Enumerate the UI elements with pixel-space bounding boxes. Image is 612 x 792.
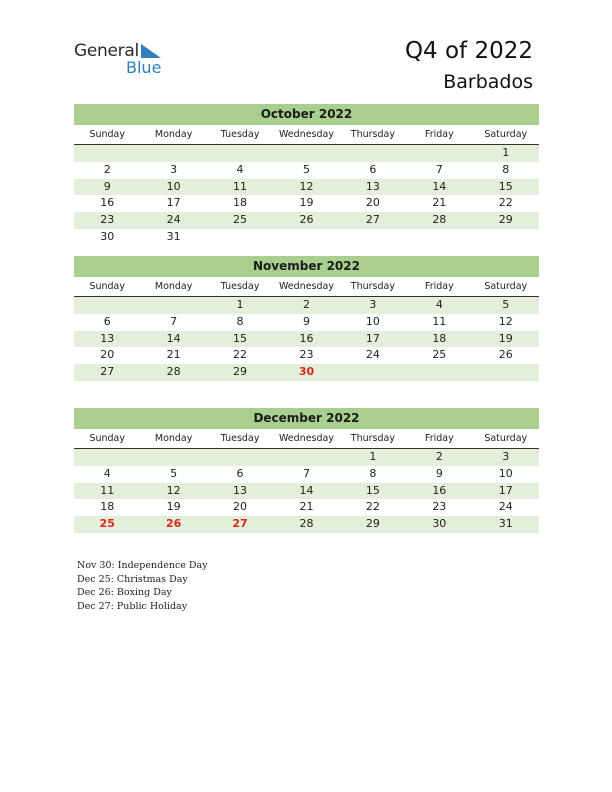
month-calendar — [74, 104, 539, 246]
day-cell: 18 — [432, 331, 447, 345]
week-row — [74, 499, 539, 516]
week-row — [74, 364, 539, 381]
weekday-label: Saturday — [484, 433, 528, 444]
week-row — [74, 483, 539, 500]
day-cell: 21 — [299, 500, 314, 514]
day-cell: 2 — [103, 162, 111, 176]
day-cell: 7 — [302, 466, 310, 480]
week-row — [74, 179, 539, 196]
weekday-label: Wednesday — [278, 129, 334, 140]
day-cell — [207, 229, 273, 246]
weekday-label: Monday — [154, 129, 193, 140]
day-cell — [140, 449, 206, 466]
week-row — [74, 331, 539, 348]
week-row — [74, 297, 539, 314]
month-calendar — [74, 408, 539, 533]
day-cell: 24 — [166, 213, 181, 227]
day-cell — [74, 449, 140, 466]
day-cell — [406, 145, 472, 162]
logo-text-general: General — [74, 41, 139, 61]
day-cell: 29 — [365, 517, 380, 531]
day-cell: 4 — [103, 466, 111, 480]
day-cell: 5 — [170, 466, 178, 480]
week-row — [74, 162, 539, 179]
day-cell — [140, 145, 206, 162]
day-cell: 15 — [365, 483, 380, 497]
weekday-label: Monday — [154, 281, 193, 292]
day-cell — [207, 449, 273, 466]
day-cell: 2 — [302, 298, 310, 311]
day-cell: 30 — [432, 517, 447, 531]
weekday-header-row — [74, 125, 539, 145]
generalblue-logo — [74, 41, 174, 77]
day-cell: 3 — [502, 450, 510, 463]
day-cell: 13 — [365, 179, 380, 193]
day-cell — [273, 145, 339, 162]
month-title: December 2022 — [74, 408, 539, 429]
weekday-label: Friday — [424, 129, 454, 140]
day-cell: 7 — [435, 162, 443, 176]
day-cell: 20 — [100, 348, 115, 362]
day-cell: 4 — [435, 298, 443, 311]
weekday-label: Thursday — [350, 281, 395, 292]
day-cell — [340, 229, 406, 246]
week-row — [74, 347, 539, 364]
day-cell — [74, 297, 140, 314]
day-cell: 8 — [502, 162, 510, 176]
day-cell: 10 — [498, 466, 513, 480]
day-cell: 11 — [100, 483, 115, 497]
holiday-note: Dec 26: Boxing Day — [77, 587, 172, 598]
weekday-label: Thursday — [350, 129, 395, 140]
day-cell: 20 — [365, 196, 380, 210]
day-cell: 25 — [233, 213, 248, 227]
day-cell: 25 — [99, 517, 115, 531]
day-cell: 30 — [298, 365, 315, 379]
weekday-label: Wednesday — [278, 433, 334, 444]
day-cell: 29 — [233, 365, 248, 379]
day-cell: 11 — [432, 314, 447, 328]
day-cell: 9 — [302, 314, 310, 328]
logo-text-blue: Blue — [126, 58, 162, 77]
day-cell: 22 — [498, 196, 513, 210]
day-cell — [406, 229, 472, 246]
weekday-label: Saturday — [484, 129, 528, 140]
week-row — [74, 314, 539, 331]
week-row — [74, 212, 539, 229]
day-cell: 14 — [166, 331, 181, 345]
day-cell: 16 — [100, 196, 115, 210]
day-cell: 9 — [103, 179, 111, 193]
day-cell — [74, 145, 140, 162]
week-row — [74, 195, 539, 212]
day-cell: 8 — [369, 466, 377, 480]
day-cell: 12 — [299, 179, 314, 193]
day-cell: 17 — [365, 331, 380, 345]
day-cell: 26 — [165, 517, 182, 531]
country-name: Barbados — [443, 71, 533, 93]
day-cell: 6 — [369, 162, 377, 176]
day-cell: 27 — [365, 213, 380, 227]
weekday-label: Sunday — [89, 433, 125, 444]
day-cell: 13 — [233, 483, 248, 497]
day-cell: 19 — [299, 196, 314, 210]
day-cell: 14 — [432, 179, 447, 193]
weekday-label: Thursday — [350, 433, 395, 444]
week-row — [74, 466, 539, 483]
weekday-label: Tuesday — [220, 433, 260, 444]
weekday-label: Tuesday — [220, 281, 260, 292]
day-cell: 28 — [299, 517, 314, 531]
weekday-label: Tuesday — [220, 129, 260, 140]
day-cell: 17 — [498, 483, 513, 497]
month-title: October 2022 — [74, 104, 539, 125]
day-cell: 19 — [166, 500, 181, 514]
day-cell: 3 — [369, 298, 377, 311]
weekday-label: Friday — [424, 433, 454, 444]
day-cell — [406, 364, 472, 381]
weekday-header-row — [74, 277, 539, 297]
day-cell: 21 — [432, 196, 447, 210]
day-cell: 29 — [498, 213, 513, 227]
day-cell: 16 — [432, 483, 447, 497]
day-cell: 1 — [369, 450, 377, 463]
day-cell: 1 — [502, 146, 510, 159]
day-cell — [340, 364, 406, 381]
weekday-label: Wednesday — [278, 281, 334, 292]
day-cell — [473, 229, 539, 246]
day-cell: 28 — [166, 365, 181, 379]
day-cell: 27 — [100, 365, 115, 379]
day-cell: 10 — [365, 314, 380, 328]
day-cell: 17 — [166, 196, 181, 210]
day-cell: 30 — [100, 229, 115, 243]
day-cell — [273, 229, 339, 246]
day-cell: 14 — [299, 483, 314, 497]
day-cell: 2 — [435, 450, 443, 463]
weekday-label: Saturday — [484, 281, 528, 292]
logo-triangle-icon — [141, 44, 161, 58]
day-cell: 7 — [170, 314, 178, 328]
day-cell: 22 — [233, 348, 248, 362]
day-cell — [140, 297, 206, 314]
day-cell — [473, 364, 539, 381]
day-cell: 31 — [166, 229, 181, 243]
day-cell: 5 — [302, 162, 310, 176]
week-row — [74, 229, 539, 246]
page-title: Q4 of 2022 — [404, 38, 533, 64]
day-cell: 12 — [498, 314, 513, 328]
day-cell: 9 — [435, 466, 443, 480]
weekday-label: Friday — [424, 281, 454, 292]
day-cell: 8 — [236, 314, 244, 328]
day-cell: 31 — [498, 517, 513, 531]
day-cell: 22 — [365, 500, 380, 514]
weekday-label: Monday — [154, 433, 193, 444]
day-cell: 18 — [233, 196, 248, 210]
day-cell: 26 — [498, 348, 513, 362]
day-cell: 15 — [498, 179, 513, 193]
day-cell: 25 — [432, 348, 447, 362]
week-row — [74, 516, 539, 533]
holiday-list — [77, 559, 208, 613]
day-cell: 1 — [236, 298, 244, 311]
day-cell: 23 — [100, 213, 115, 227]
day-cell: 28 — [432, 213, 447, 227]
day-cell: 10 — [166, 179, 181, 193]
day-cell: 24 — [498, 500, 513, 514]
day-cell — [340, 145, 406, 162]
day-cell: 12 — [166, 483, 181, 497]
month-calendar — [74, 256, 539, 381]
day-cell: 21 — [166, 348, 181, 362]
day-cell: 3 — [170, 162, 178, 176]
day-cell: 27 — [232, 517, 248, 531]
holiday-note: Nov 30: Independence Day — [77, 560, 208, 571]
day-cell: 18 — [100, 500, 115, 514]
day-cell: 16 — [299, 331, 314, 345]
week-row — [74, 145, 539, 162]
day-cell: 11 — [233, 179, 248, 193]
day-cell: 20 — [233, 500, 248, 514]
day-cell: 23 — [299, 348, 314, 362]
weekday-header-row — [74, 429, 539, 449]
day-cell: 23 — [432, 500, 447, 514]
holiday-note: Dec 25: Christmas Day — [77, 573, 188, 585]
day-cell: 19 — [498, 331, 513, 345]
month-title: November 2022 — [74, 256, 539, 277]
day-cell: 6 — [103, 314, 111, 328]
day-cell: 26 — [299, 213, 314, 227]
week-row — [74, 449, 539, 466]
day-cell: 24 — [365, 348, 380, 362]
day-cell: 4 — [236, 162, 244, 176]
day-cell: 5 — [502, 298, 510, 311]
day-cell: 15 — [233, 331, 248, 345]
day-cell — [273, 449, 339, 466]
day-cell: 6 — [236, 466, 244, 480]
day-cell: 13 — [100, 331, 115, 345]
day-cell — [207, 145, 273, 162]
holiday-note: Dec 27: Public Holiday — [77, 600, 188, 612]
weekday-label: Sunday — [89, 281, 125, 292]
weekday-label: Sunday — [89, 129, 125, 140]
